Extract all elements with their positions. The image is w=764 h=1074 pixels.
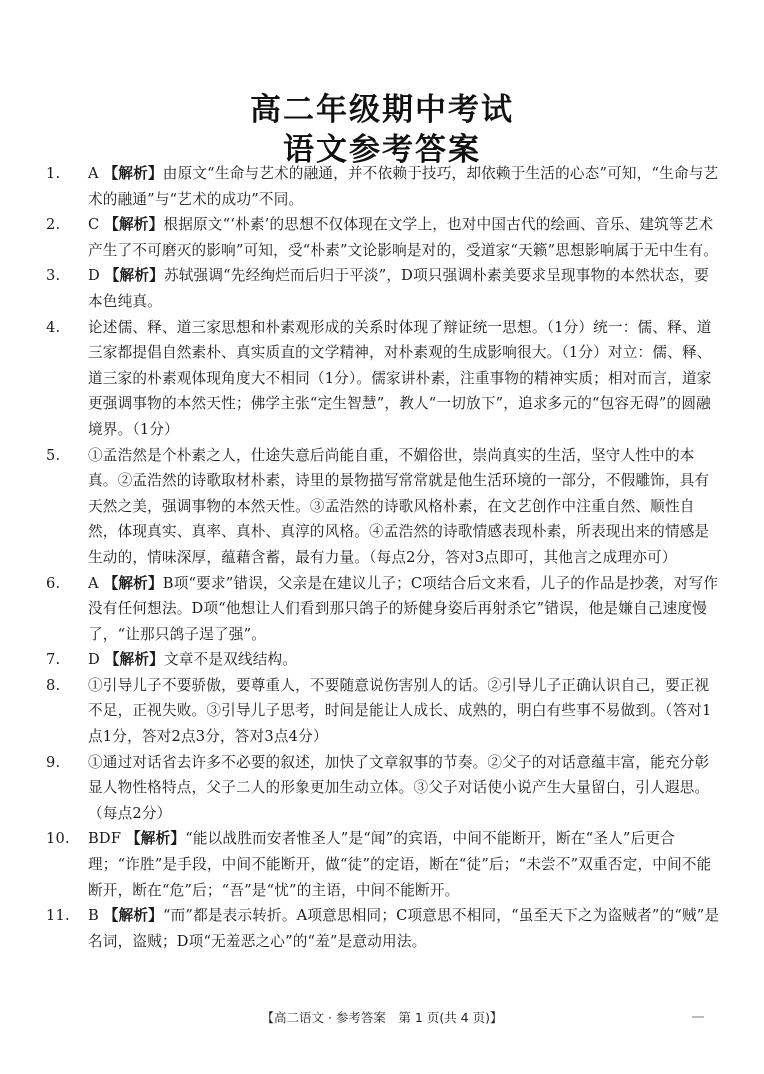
item-text: B项“要求”错误，父亲是在建议儿子；C项结合后文来看，儿子的作品是抄袭，对写作没有任何想法。D项“他想让人们看到那只鸽子的矫健身姿后再射杀它”错误，他是嫌自己速度慢了，“让那只鸽子逞了强”。 <box>88 574 719 643</box>
analysis-tag: 【解析】 <box>103 574 163 592</box>
item-number: 8. <box>46 676 61 694</box>
analysis-tag: 【解析】 <box>104 216 164 234</box>
item-number: 4. <box>46 318 61 336</box>
item-number: 2. <box>46 216 61 234</box>
item-text: ①引导儿子不要骄傲，要尊重人，不要随意说伤害别人的话。②引导儿子正确认识自己，要正视不足，正视失败。③引导儿子思考，时间是能让人成长、成熟的，明白有些事不易做到。（答对1点1分，答对2点3分，答对3点4分） <box>88 676 712 746</box>
item-text: ①孟浩然是个朴素之人，仕途失意后尚能自重，不媚俗世，崇尚真实的生活，坚守人性中的本真。②孟浩然的诗歌取材朴素，诗里的景物描写常常就是他生活环境的一部分，不假雕饰，具有天然之美，强调事物的本然天性。③孟浩然的诗歌风格朴素，在文艺创作中注重自然、顺性自然，体现真实、真率、真朴、真淳的风格。④孟浩然的诗歌情感表现朴素，所表现出来的情感是生动的，情味深厚，蕴藉含蓄，最有力量。（每点2分，答对3点即可，其他言之成理亦可） <box>88 446 710 566</box>
page-footer: 【高二语文 · 参考答案 第 1 页(共 4 页)】 <box>261 1010 503 1025</box>
item-text: 文章不是双线结构。 <box>163 651 298 669</box>
answer-item-1 <box>46 161 722 212</box>
answer-item-8 <box>46 673 722 750</box>
exam-title: 高二年级期中考试 <box>250 92 514 128</box>
item-number: 9. <box>46 753 61 771</box>
analysis-tag: 【解析】 <box>126 830 186 848</box>
item-text: 根据原文“‘朴素’的思想不仅体现在文学上，也对中国古代的绘画、音乐、建筑等艺术产生了不可磨灭的影响”可知，受“朴素”文论影响是对的，受道家“天籁”思想影响属于无中生有。 <box>88 216 719 259</box>
item-text: “而”都是表示转折。A项意思相同；C项意思不相同，“虽至天下之为盗贼者”的“贼”是名词，盗贼；D项“无羞恶之心”的“羞”是意动用法。 <box>88 907 720 950</box>
analysis-tag: 【解析】 <box>104 267 164 285</box>
item-key: A <box>88 574 99 592</box>
item-number: 11. <box>46 907 70 925</box>
answer-key-title: 语文参考答案 <box>283 132 481 168</box>
item-text: 苏轼强调“先经绚烂而后归于平淡”，D项只强调朴素美要求呈现事物的本然状态，要本色纯真。 <box>88 267 709 310</box>
answer-item-3 <box>46 263 722 314</box>
item-number: 7. <box>46 651 61 669</box>
item-text: 由原文“生命与艺术的融通，并不依赖于技巧，却依赖于生活的心态”可知，“生命与艺术的融通”与“艺术的成功”不同。 <box>88 165 719 208</box>
item-key: A <box>88 165 99 182</box>
corner-mark <box>692 1016 704 1018</box>
answer-item-10 <box>46 826 722 903</box>
item-number: 1. <box>46 165 61 182</box>
answer-item-5 <box>46 443 722 571</box>
answer-item-4 <box>46 315 722 443</box>
item-key: D <box>88 267 100 285</box>
item-key: BDF <box>88 830 122 848</box>
analysis-tag: 【解析】 <box>103 907 163 925</box>
item-key: B <box>88 907 99 925</box>
answer-item-6 <box>46 571 722 648</box>
item-key: C <box>88 216 100 234</box>
item-key: D <box>88 651 100 669</box>
item-number: 6. <box>46 574 61 592</box>
answer-item-7 <box>46 647 722 673</box>
item-text: 论述儒、释、道三家思想和朴素观形成的关系时体现了辩证统一思想。（1分）统一：儒、释、道三家都提倡自然素朴、真实质直的文学精神，对朴素观的生成影响很大。（1分）对立：儒、释、道三家的朴素观体现角度大不相同（1分）。儒家讲朴素，注重事物的精神实质；相对而言，道家更强调事物的本然天性；佛学主张“定生智慧”，教人“一切放下”，追求多元的“包容无碍”的圆融境界。（1分） <box>88 318 712 438</box>
answer-list <box>46 161 722 954</box>
answer-item-11 <box>46 903 722 954</box>
item-text: “能以战胜而安者惟圣人”是“闻”的宾语，中间不能断开，断在“圣人”后更合理；“诈胜”是手段，中间不能断开，做“徒”的定语，断在“徒”后；“未尝不”双重否定，中间不能断开，断在“危”后；“吾”是“忧”的主语，中间不能断开。 <box>88 830 712 899</box>
item-number: 5. <box>46 446 61 464</box>
analysis-tag: 【解析】 <box>103 165 163 182</box>
item-text: ①通过对话省去许多不必要的叙述，加快了文章叙事的节奏。②父子的对话意蕴丰富，能充分彰显人物性格特点，父子二人的形象更加生动立体。③父子对话使小说产生大量留白，引人遐思。（每点2分） <box>88 753 710 822</box>
answer-item-2 <box>46 212 722 263</box>
analysis-tag: 【解析】 <box>104 651 164 669</box>
answer-item-9 <box>46 750 722 827</box>
item-number: 3. <box>46 267 61 285</box>
item-number: 10. <box>46 830 70 848</box>
